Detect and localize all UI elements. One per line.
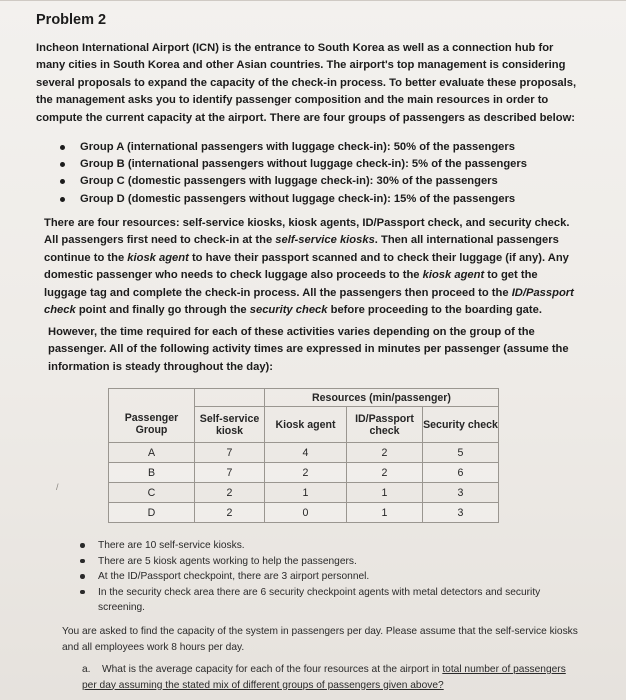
emphasis-id-passport-check: ID/Passport check: [44, 286, 574, 317]
table-cell: B: [109, 463, 195, 483]
table-cell: 2: [265, 463, 347, 483]
group-item: Group A (international passengers with luggage check-in): 50% of the passengers: [58, 139, 527, 156]
table-row: [109, 503, 499, 523]
question-label: a.: [82, 664, 91, 675]
table-row: [109, 463, 499, 483]
table-cell: C: [109, 483, 195, 503]
table-cell: 6: [423, 463, 499, 483]
emphasis-self-service-kiosks: self-service kiosks: [275, 234, 375, 247]
group-item: Group B (international passengers without luggage check-in): 5% of the passengers: [58, 156, 527, 173]
resources-header: Resources (min/passenger): [265, 389, 499, 407]
fact-item: There are 5 kiosk agents working to help the passengers.: [80, 554, 580, 570]
table-cell: 7: [195, 463, 265, 483]
table-cell: 1: [347, 503, 423, 523]
emphasis-security-check: security check: [249, 304, 328, 317]
column-header: Passenger Group: [109, 407, 195, 443]
table-cell: 4: [265, 443, 347, 463]
activity-times-paragraph: However, the time required for each of these activities varies depending on the group of the passenger. All of the following activity times are expressed in minutes per passenger (assume the information is steady throughout the day):: [48, 326, 569, 373]
table-cell: 3: [423, 483, 499, 503]
margin-mark: /: [56, 482, 59, 492]
table-cell: D: [109, 503, 195, 523]
fact-item: There are 10 self-service kiosks.: [80, 538, 580, 554]
group-item: Group D (domestic passengers without luggage check-in): 15% of the passengers: [58, 191, 527, 208]
table-cell: 2: [347, 443, 423, 463]
fact-item: At the ID/Passport checkpoint, there are 3 airport personnel.: [80, 569, 580, 585]
table-cell: 3: [423, 503, 499, 523]
text-run: before proceeding to the boarding gate.: [327, 304, 542, 317]
question-text: What is the average capacity for each of the four resources at the airport in: [102, 664, 443, 675]
top-divider: [0, 0, 626, 1]
activity-times-table: [108, 388, 499, 523]
table-cell: 7: [195, 443, 265, 463]
group-item: Group C (domestic passengers with luggage check-in): 30% of the passengers: [58, 173, 527, 190]
table-cell: 1: [347, 483, 423, 503]
text-run: . Then all international passengers continue to the: [44, 234, 559, 264]
table-cell: 2: [347, 463, 423, 483]
text-run: to have their passport scanned and to check their luggage (if any). Any domestic passenger who needs to check luggage also proceeds to the: [44, 251, 569, 282]
column-header: Security check: [423, 407, 499, 443]
table-row: [109, 483, 499, 503]
table-cell: 5: [423, 443, 499, 463]
column-header: ID/Passport check: [347, 407, 423, 443]
table-row: [109, 443, 499, 463]
column-header: Kiosk agent: [265, 407, 347, 443]
column-header: Self-service kiosk: [195, 407, 265, 443]
intro-paragraph: Incheon International Airport (ICN) is the entrance to South Korea as well as a connection hub for many cities in South Korea and other Asian countries. The airport's top management is considering several proposals to expand the capacity of the check-in process. To better evaluate these proposals, the management asks you to identify passenger composition and the main resources in order to compute the current capacity at the airport. There are four groups of passengers as described below:: [36, 42, 577, 124]
problem-title: Problem 2: [36, 12, 107, 28]
text-run: point and finally go through the: [75, 304, 250, 317]
resource-facts-list: [80, 538, 580, 616]
task-paragraph: You are asked to find the capacity of the system in passengers per day. Please assume that the self-service kiosks and all employees work 8 hours per day.: [62, 626, 578, 653]
fact-item: In the security check area there are 6 security checkpoint agents with metal detectors and security screening.: [80, 585, 580, 616]
emphasis-kiosk-agent: kiosk agent: [422, 269, 485, 282]
table-cell: 2: [195, 483, 265, 503]
table-corner: [109, 389, 195, 407]
resources-paragraph: [44, 215, 582, 319]
table-cell: A: [109, 443, 195, 463]
question-a: [82, 662, 582, 693]
passenger-groups-list: [58, 139, 527, 208]
table-cell: 0: [265, 503, 347, 523]
table-cell: 1: [265, 483, 347, 503]
text-run: to get the luggage tag and complete the check-in process. All the passengers then proceed to the: [44, 269, 538, 299]
emphasis-kiosk-agent: kiosk agent: [127, 251, 189, 264]
table-corner: [195, 389, 265, 407]
question-underlined-text: total number of passengers per day assuming the stated mix of different groups of passengers given above?: [82, 664, 566, 691]
text-run: There are four resources: self-service kiosks, kiosk agents, ID/Passport check, and security check. All passengers first need to check-in at the: [44, 217, 570, 247]
table-cell: 2: [195, 503, 265, 523]
